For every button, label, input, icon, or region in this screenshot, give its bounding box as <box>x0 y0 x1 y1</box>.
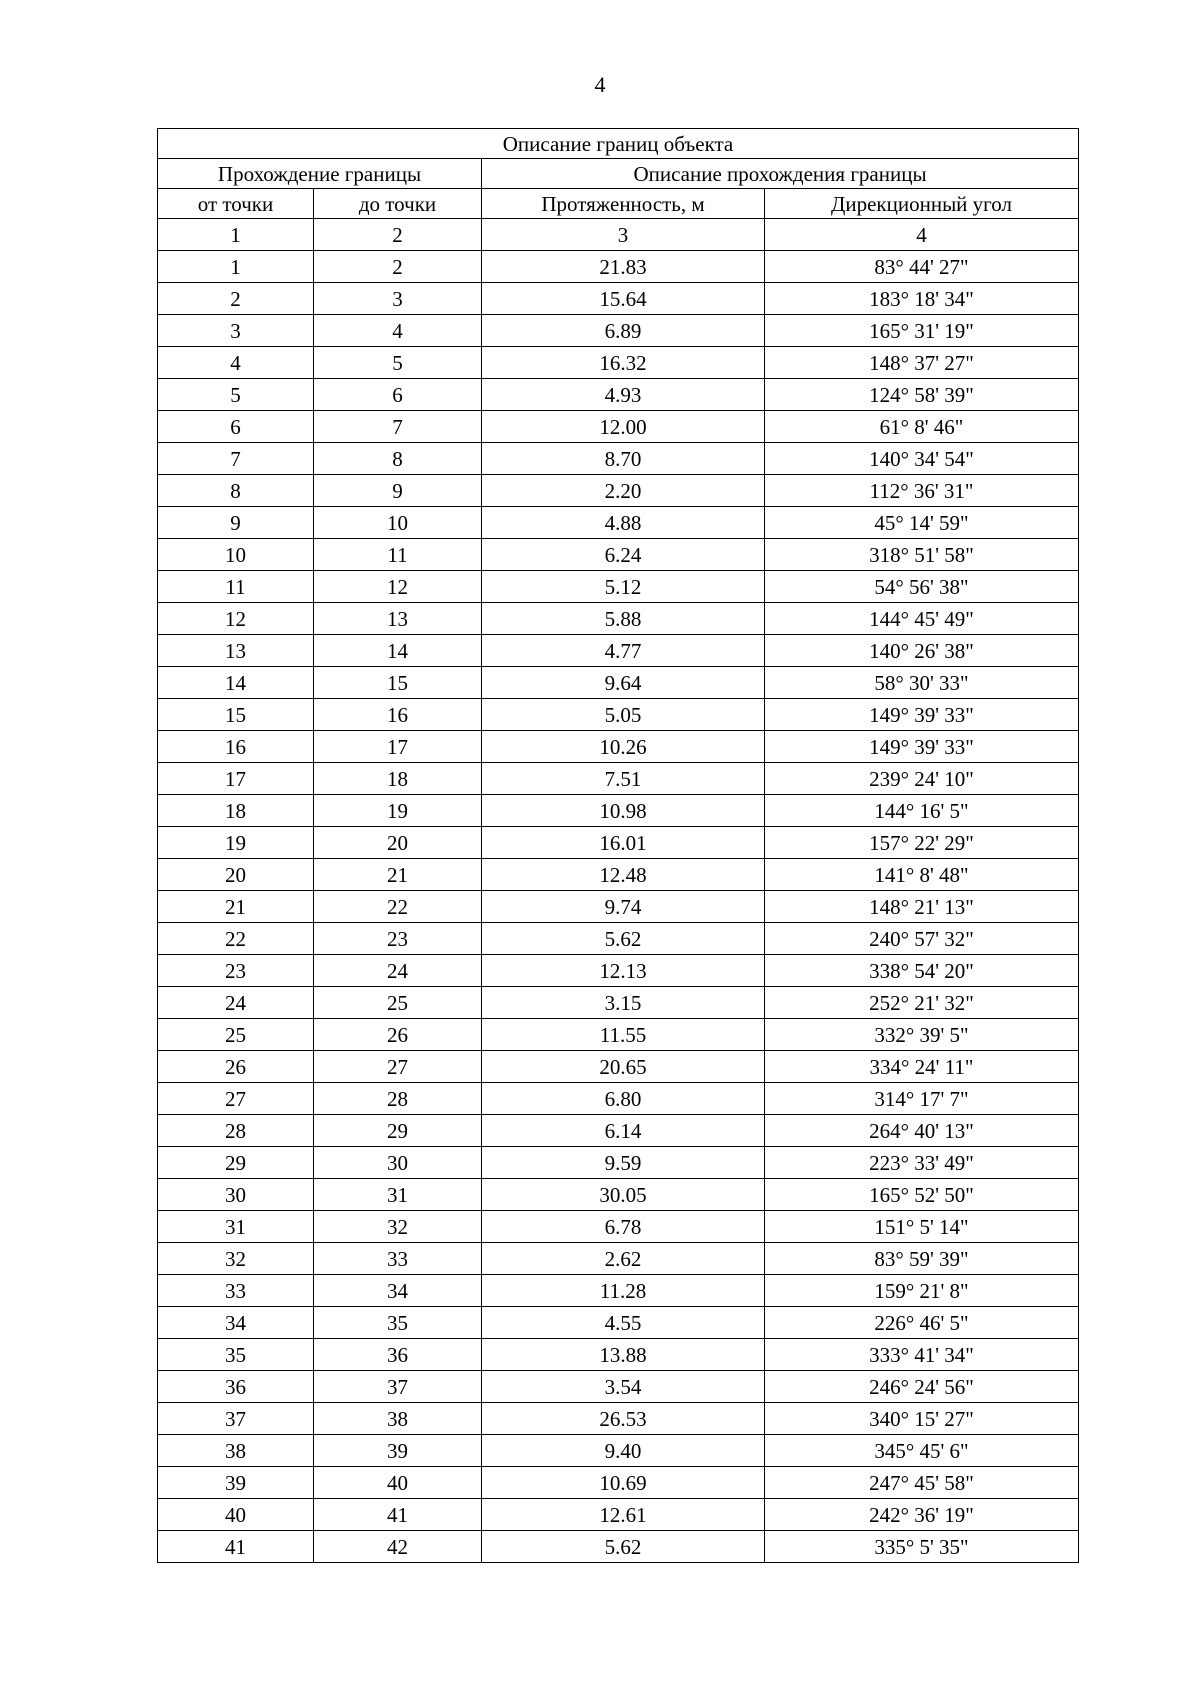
angle-cell: 264° 40' 13" <box>765 1115 1079 1147</box>
to-point-cell: 24 <box>314 955 482 987</box>
angle-cell: 239° 24' 10" <box>765 763 1079 795</box>
length-cell: 5.12 <box>482 571 765 603</box>
length-cell: 10.26 <box>482 731 765 763</box>
table-row <box>158 347 1079 379</box>
from-point-cell: 1 <box>158 251 314 283</box>
from-point-cell: 40 <box>158 1499 314 1531</box>
column-header-from: от точки <box>158 189 314 219</box>
angle-cell: 148° 21' 13" <box>765 891 1079 923</box>
from-point-cell: 10 <box>158 539 314 571</box>
boundary-table <box>157 128 1079 1563</box>
table-row <box>158 1243 1079 1275</box>
length-cell: 9.74 <box>482 891 765 923</box>
table-row <box>158 859 1079 891</box>
length-cell: 15.64 <box>482 283 765 315</box>
column-header-row <box>158 189 1079 219</box>
to-point-cell: 40 <box>314 1467 482 1499</box>
from-point-cell: 30 <box>158 1179 314 1211</box>
angle-cell: 148° 37' 27" <box>765 347 1079 379</box>
table-row <box>158 763 1079 795</box>
from-point-cell: 2 <box>158 283 314 315</box>
table-row <box>158 283 1079 315</box>
to-point-cell: 28 <box>314 1083 482 1115</box>
page-number: 4 <box>594 72 606 97</box>
angle-cell: 61° 8' 46" <box>765 411 1079 443</box>
angle-cell: 226° 46' 5" <box>765 1307 1079 1339</box>
to-point-cell: 19 <box>314 795 482 827</box>
column-number-row <box>158 219 1079 251</box>
table-row <box>158 1531 1079 1563</box>
to-point-cell: 29 <box>314 1115 482 1147</box>
to-point-cell: 42 <box>314 1531 482 1563</box>
length-cell: 8.70 <box>482 443 765 475</box>
from-point-cell: 38 <box>158 1435 314 1467</box>
to-point-cell: 34 <box>314 1275 482 1307</box>
length-cell: 9.40 <box>482 1435 765 1467</box>
angle-cell: 112° 36' 31" <box>765 475 1079 507</box>
table-row <box>158 1275 1079 1307</box>
to-point-cell: 21 <box>314 859 482 891</box>
from-point-cell: 25 <box>158 1019 314 1051</box>
angle-cell: 159° 21' 8" <box>765 1275 1079 1307</box>
from-point-cell: 11 <box>158 571 314 603</box>
length-cell: 5.62 <box>482 923 765 955</box>
from-point-cell: 29 <box>158 1147 314 1179</box>
length-cell: 16.01 <box>482 827 765 859</box>
table-row <box>158 1339 1079 1371</box>
table-title-row <box>158 129 1079 159</box>
table-row <box>158 1051 1079 1083</box>
from-point-cell: 13 <box>158 635 314 667</box>
to-point-cell: 9 <box>314 475 482 507</box>
from-point-cell: 23 <box>158 955 314 987</box>
from-point-cell: 8 <box>158 475 314 507</box>
length-cell: 20.65 <box>482 1051 765 1083</box>
angle-cell: 332° 39' 5" <box>765 1019 1079 1051</box>
from-point-cell: 17 <box>158 763 314 795</box>
from-point-cell: 39 <box>158 1467 314 1499</box>
table-row <box>158 1211 1079 1243</box>
angle-cell: 83° 59' 39" <box>765 1243 1079 1275</box>
angle-cell: 124° 58' 39" <box>765 379 1079 411</box>
length-cell: 4.55 <box>482 1307 765 1339</box>
from-point-cell: 27 <box>158 1083 314 1115</box>
from-point-cell: 3 <box>158 315 314 347</box>
to-point-cell: 32 <box>314 1211 482 1243</box>
angle-cell: 140° 34' 54" <box>765 443 1079 475</box>
from-point-cell: 28 <box>158 1115 314 1147</box>
to-point-cell: 27 <box>314 1051 482 1083</box>
table-row <box>158 1371 1079 1403</box>
length-cell: 12.48 <box>482 859 765 891</box>
from-point-cell: 24 <box>158 987 314 1019</box>
table-row <box>158 1499 1079 1531</box>
table-row <box>158 923 1079 955</box>
to-point-cell: 8 <box>314 443 482 475</box>
from-point-cell: 6 <box>158 411 314 443</box>
table-row <box>158 987 1079 1019</box>
angle-cell: 340° 15' 27" <box>765 1403 1079 1435</box>
to-point-cell: 39 <box>314 1435 482 1467</box>
to-point-cell: 37 <box>314 1371 482 1403</box>
table-row <box>158 443 1079 475</box>
table-row <box>158 315 1079 347</box>
length-cell: 11.28 <box>482 1275 765 1307</box>
angle-cell: 149° 39' 33" <box>765 731 1079 763</box>
angle-cell: 165° 31' 19" <box>765 315 1079 347</box>
from-point-cell: 21 <box>158 891 314 923</box>
to-point-cell: 36 <box>314 1339 482 1371</box>
to-point-cell: 26 <box>314 1019 482 1051</box>
table-row <box>158 1147 1079 1179</box>
from-point-cell: 36 <box>158 1371 314 1403</box>
length-cell: 5.05 <box>482 699 765 731</box>
to-point-cell: 14 <box>314 635 482 667</box>
table-row <box>158 1115 1079 1147</box>
table-row <box>158 507 1079 539</box>
to-point-cell: 4 <box>314 315 482 347</box>
table-row <box>158 251 1079 283</box>
length-cell: 3.15 <box>482 987 765 1019</box>
table-row <box>158 699 1079 731</box>
table-row <box>158 827 1079 859</box>
angle-cell: 240° 57' 32" <box>765 923 1079 955</box>
angle-cell: 141° 8' 48" <box>765 859 1079 891</box>
angle-cell: 246° 24' 56" <box>765 1371 1079 1403</box>
length-cell: 12.00 <box>482 411 765 443</box>
length-cell: 4.77 <box>482 635 765 667</box>
length-cell: 16.32 <box>482 347 765 379</box>
from-point-cell: 31 <box>158 1211 314 1243</box>
table-row <box>158 379 1079 411</box>
table-row <box>158 603 1079 635</box>
length-cell: 12.13 <box>482 955 765 987</box>
angle-cell: 334° 24' 11" <box>765 1051 1079 1083</box>
length-cell: 9.59 <box>482 1147 765 1179</box>
length-cell: 11.55 <box>482 1019 765 1051</box>
from-point-cell: 32 <box>158 1243 314 1275</box>
angle-cell: 338° 54' 20" <box>765 955 1079 987</box>
from-point-cell: 12 <box>158 603 314 635</box>
from-point-cell: 16 <box>158 731 314 763</box>
angle-cell: 333° 41' 34" <box>765 1339 1079 1371</box>
length-cell: 6.78 <box>482 1211 765 1243</box>
from-point-cell: 4 <box>158 347 314 379</box>
table-row <box>158 1179 1079 1211</box>
column-number: 4 <box>765 219 1079 251</box>
length-cell: 2.20 <box>482 475 765 507</box>
to-point-cell: 31 <box>314 1179 482 1211</box>
table-row <box>158 635 1079 667</box>
angle-cell: 144° 45' 49" <box>765 603 1079 635</box>
angle-cell: 45° 14' 59" <box>765 507 1079 539</box>
to-point-cell: 11 <box>314 539 482 571</box>
length-cell: 2.62 <box>482 1243 765 1275</box>
to-point-cell: 3 <box>314 283 482 315</box>
table-row <box>158 1467 1079 1499</box>
length-cell: 30.05 <box>482 1179 765 1211</box>
group-header-right: Описание прохождения границы <box>482 159 1079 189</box>
from-point-cell: 20 <box>158 859 314 891</box>
length-cell: 10.98 <box>482 795 765 827</box>
table-row <box>158 475 1079 507</box>
from-point-cell: 37 <box>158 1403 314 1435</box>
length-cell: 6.80 <box>482 1083 765 1115</box>
angle-cell: 252° 21' 32" <box>765 987 1079 1019</box>
length-cell: 7.51 <box>482 763 765 795</box>
column-header-length: Протяженность, м <box>482 189 765 219</box>
angle-cell: 140° 26' 38" <box>765 635 1079 667</box>
length-cell: 5.88 <box>482 603 765 635</box>
angle-cell: 58° 30' 33" <box>765 667 1079 699</box>
to-point-cell: 35 <box>314 1307 482 1339</box>
length-cell: 6.24 <box>482 539 765 571</box>
table-row <box>158 667 1079 699</box>
length-cell: 4.88 <box>482 507 765 539</box>
column-number: 2 <box>314 219 482 251</box>
table-row <box>158 891 1079 923</box>
length-cell: 5.62 <box>482 1531 765 1563</box>
column-header-angle: Дирекционный угол <box>765 189 1079 219</box>
angle-cell: 318° 51' 58" <box>765 539 1079 571</box>
angle-cell: 183° 18' 34" <box>765 283 1079 315</box>
angle-cell: 345° 45' 6" <box>765 1435 1079 1467</box>
angle-cell: 151° 5' 14" <box>765 1211 1079 1243</box>
table-row <box>158 1307 1079 1339</box>
from-point-cell: 18 <box>158 795 314 827</box>
table-row <box>158 411 1079 443</box>
to-point-cell: 5 <box>314 347 482 379</box>
from-point-cell: 26 <box>158 1051 314 1083</box>
angle-cell: 314° 17' 7" <box>765 1083 1079 1115</box>
length-cell: 3.54 <box>482 1371 765 1403</box>
length-cell: 9.64 <box>482 667 765 699</box>
table-row <box>158 571 1079 603</box>
length-cell: 6.14 <box>482 1115 765 1147</box>
length-cell: 21.83 <box>482 251 765 283</box>
table-row <box>158 539 1079 571</box>
from-point-cell: 34 <box>158 1307 314 1339</box>
to-point-cell: 6 <box>314 379 482 411</box>
group-header-row <box>158 159 1079 189</box>
table-row <box>158 795 1079 827</box>
angle-cell: 223° 33' 49" <box>765 1147 1079 1179</box>
from-point-cell: 5 <box>158 379 314 411</box>
angle-cell: 247° 45' 58" <box>765 1467 1079 1499</box>
to-point-cell: 10 <box>314 507 482 539</box>
length-cell: 6.89 <box>482 315 765 347</box>
to-point-cell: 18 <box>314 763 482 795</box>
length-cell: 26.53 <box>482 1403 765 1435</box>
from-point-cell: 35 <box>158 1339 314 1371</box>
from-point-cell: 15 <box>158 699 314 731</box>
to-point-cell: 30 <box>314 1147 482 1179</box>
angle-cell: 335° 5' 35" <box>765 1531 1079 1563</box>
length-cell: 4.93 <box>482 379 765 411</box>
from-point-cell: 14 <box>158 667 314 699</box>
group-header-left: Прохождение границы <box>158 159 482 189</box>
from-point-cell: 9 <box>158 507 314 539</box>
from-point-cell: 41 <box>158 1531 314 1563</box>
to-point-cell: 17 <box>314 731 482 763</box>
to-point-cell: 15 <box>314 667 482 699</box>
column-header-to: до точки <box>314 189 482 219</box>
to-point-cell: 2 <box>314 251 482 283</box>
from-point-cell: 33 <box>158 1275 314 1307</box>
to-point-cell: 22 <box>314 891 482 923</box>
to-point-cell: 33 <box>314 1243 482 1275</box>
from-point-cell: 22 <box>158 923 314 955</box>
table-row <box>158 955 1079 987</box>
from-point-cell: 7 <box>158 443 314 475</box>
to-point-cell: 41 <box>314 1499 482 1531</box>
to-point-cell: 23 <box>314 923 482 955</box>
table-row <box>158 1083 1079 1115</box>
length-cell: 13.88 <box>482 1339 765 1371</box>
table-title: Описание границ объекта <box>158 129 1079 159</box>
angle-cell: 165° 52' 50" <box>765 1179 1079 1211</box>
table-row <box>158 1403 1079 1435</box>
to-point-cell: 7 <box>314 411 482 443</box>
to-point-cell: 12 <box>314 571 482 603</box>
table-body <box>158 129 1079 1563</box>
column-number: 1 <box>158 219 314 251</box>
angle-cell: 157° 22' 29" <box>765 827 1079 859</box>
from-point-cell: 19 <box>158 827 314 859</box>
angle-cell: 149° 39' 33" <box>765 699 1079 731</box>
length-cell: 12.61 <box>482 1499 765 1531</box>
angle-cell: 144° 16' 5" <box>765 795 1079 827</box>
length-cell: 10.69 <box>482 1467 765 1499</box>
to-point-cell: 25 <box>314 987 482 1019</box>
angle-cell: 83° 44' 27" <box>765 251 1079 283</box>
table-row <box>158 731 1079 763</box>
table-row <box>158 1019 1079 1051</box>
angle-cell: 242° 36' 19" <box>765 1499 1079 1531</box>
to-point-cell: 16 <box>314 699 482 731</box>
to-point-cell: 13 <box>314 603 482 635</box>
angle-cell: 54° 56' 38" <box>765 571 1079 603</box>
to-point-cell: 38 <box>314 1403 482 1435</box>
table-row <box>158 1435 1079 1467</box>
column-number: 3 <box>482 219 765 251</box>
to-point-cell: 20 <box>314 827 482 859</box>
